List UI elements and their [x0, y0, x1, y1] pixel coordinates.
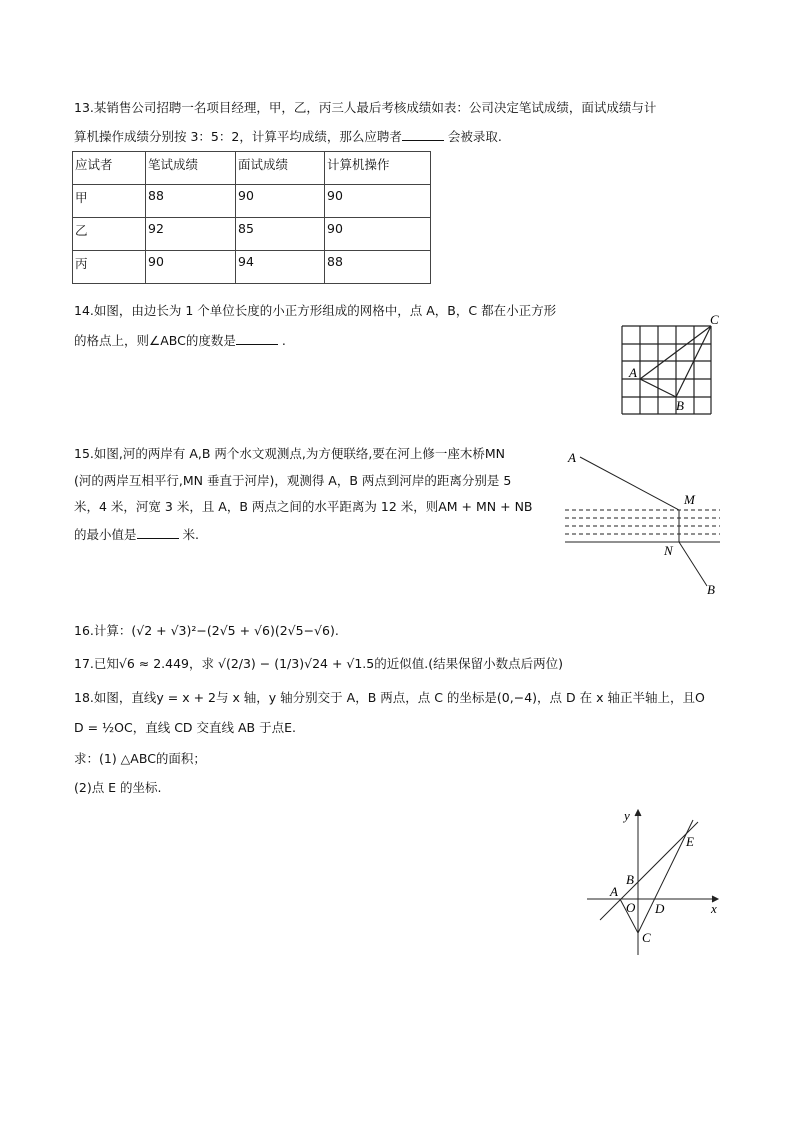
label-o: O: [626, 900, 636, 915]
label-x: x: [711, 901, 717, 916]
table-cell: 92: [146, 218, 236, 251]
table-cell: 甲: [73, 185, 146, 218]
q15-line1: 15.如图,河的两岸有 A,B 两个水文观测点,为方便联络,要在河上修一座木桥MN: [74, 446, 505, 461]
q17: 17.已知√6 ≈ 2.449，求 √(2/3) − (1/3)√24 + √1.5的近似值.(结果保留小数点后两位): [74, 656, 563, 671]
q15-line3: 米，4 米，河宽 3 米，且 A，B 两点之间的水平距离为 12 米，则AM + MN + NB: [74, 499, 533, 514]
q14-text: 的格点上，则∠ABC的度数是: [74, 333, 236, 348]
label-e: E: [686, 834, 694, 849]
table-header: 应试者: [73, 152, 146, 185]
q18-line1: 18.如图，直线y = x + 2与 x 轴，y 轴分别交于 A，B 两点，点 C 的坐标是(0,−4)，点 D 在 x 轴正半轴上，且O: [74, 690, 705, 705]
table-cell: 88: [325, 251, 431, 284]
q15-text: 的最小值是: [74, 527, 137, 542]
q13-text: 算机操作成绩分别按 3：5：2，计算平均成绩，那么应聘者: [74, 129, 402, 144]
coordinate-figure: [587, 810, 718, 955]
table-cell: 90: [236, 185, 325, 218]
label-a: A: [629, 365, 637, 380]
label-d: D: [655, 901, 665, 916]
label-b: B: [676, 398, 684, 413]
label-a: A: [568, 450, 576, 465]
q15-text-end: 米.: [178, 527, 199, 542]
q16: 16.计算：(√2 + √3)²−(2√5 + √6)(2√5−√6).: [74, 623, 339, 638]
label-c: C: [642, 930, 651, 945]
q18-line4: (2)点 E 的坐标.: [74, 780, 162, 795]
table-cell: 88: [146, 185, 236, 218]
label-m: M: [684, 492, 695, 507]
table-cell: 90: [146, 251, 236, 284]
table-header: 计算机操作: [325, 152, 431, 185]
q18-line2: D = ½OC，直线 CD 交直线 AB 于点E.: [74, 720, 296, 735]
label-y: y: [624, 808, 630, 823]
q14-line1: 14.如图，由边长为 1 个单位长度的小正方形组成的网格中，点 A，B，C 都在小正方形: [74, 303, 557, 318]
q13-text-end: 会被录取.: [443, 129, 502, 144]
table-cell: 丙: [73, 251, 146, 284]
q15-line2: (河的两岸互相平行,MN 垂直于河岸)，观测得 A，B 两点到河岸的距离分别是 5: [74, 473, 512, 488]
table-header: 面试成绩: [236, 152, 325, 185]
bridge-path: [580, 457, 707, 586]
table-cell: 90: [325, 185, 431, 218]
label-n: N: [664, 543, 673, 558]
table-cell: 85: [236, 218, 325, 251]
table-cell: 乙: [73, 218, 146, 251]
table-header: 笔试成绩: [146, 152, 236, 185]
line-ab: [600, 822, 698, 920]
q13-line1: 13.某销售公司招聘一名项目经理，甲，乙，丙三人最后考核成绩如表：公司决定笔试成绩，面试成绩与计: [74, 100, 657, 115]
table-cell: 90: [325, 218, 431, 251]
q14-text-end: .: [277, 333, 286, 348]
table-cell: 94: [236, 251, 325, 284]
label-b: B: [707, 582, 715, 597]
river-figure: [565, 457, 720, 586]
label-a: A: [610, 884, 618, 899]
label-b: B: [626, 872, 634, 887]
q18-line3: 求：(1) △ABC的面积；: [74, 751, 206, 766]
label-c: C: [710, 312, 719, 327]
